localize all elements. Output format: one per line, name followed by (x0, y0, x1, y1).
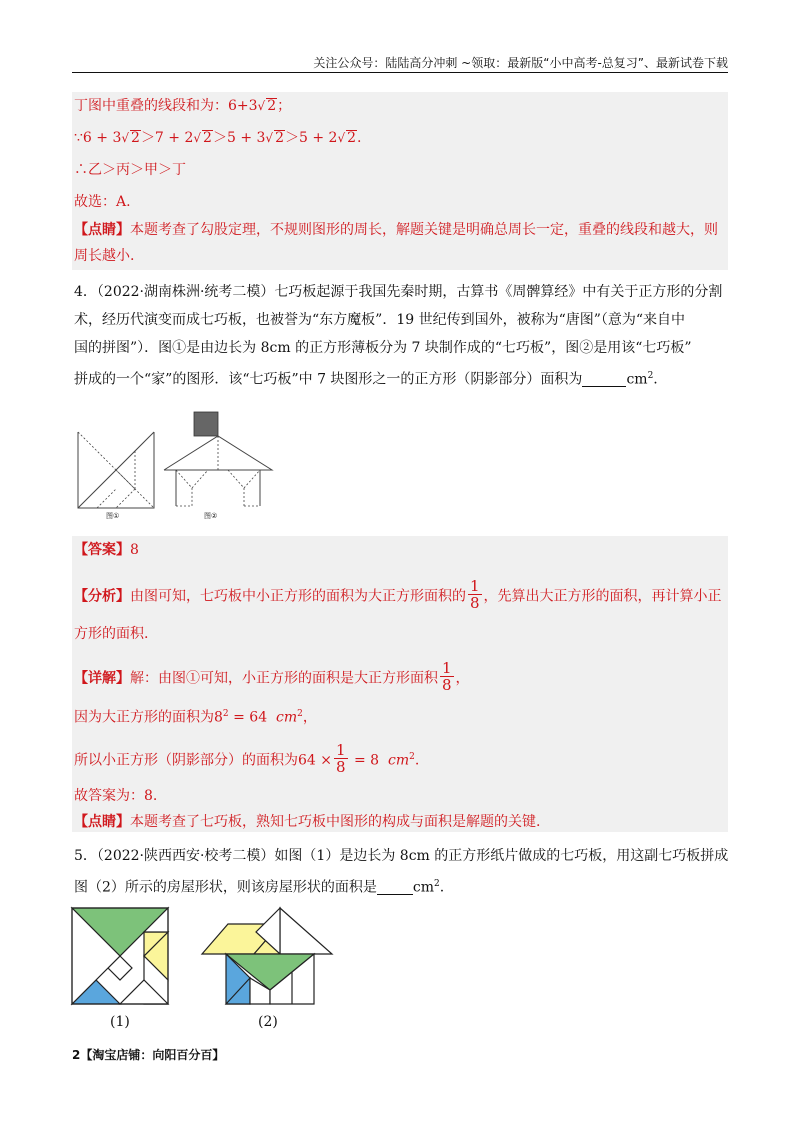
detail-line (74, 659, 728, 695)
q5-text-2-main: 图（2）所示的房屋形状，则该房屋形状的面积是 (74, 879, 377, 896)
point-tag: 【点睛】 (74, 814, 130, 830)
point-text: 本题考查了勾股定理，不规则图形的周长，解题关键是明确总周长一定，重叠的线段和越大，则 (130, 222, 718, 238)
detail-text: 解：由图①可知，小正方形的面积是大正方形面积 (130, 670, 438, 687)
overlap-sum-end: ； (277, 98, 292, 114)
frac-num: 1 (336, 741, 346, 759)
fraction-one-eighth (468, 578, 482, 611)
analysis-tag: 【分析】 (74, 588, 130, 605)
fig1-caption: 图① (106, 512, 120, 520)
analysis-line-2: 方形的面积. (74, 626, 149, 642)
q4-text-2: 术，经历代演变而成七巧板，也被誉为“东方魔板”．19 世纪传到国外，被称为“唐图”（意为“来自中 (74, 312, 686, 328)
overlap-sum-text: 丁图中重叠的线段和为：6+3 (74, 98, 258, 114)
point-tag: 【点睛】 (74, 222, 130, 238)
q5-text-2 (74, 874, 728, 898)
math-part: 64 × (298, 752, 332, 769)
q4-text-1: 4．（2022·湖南株洲·统考二模）七巧板起源于我国先秦时期，古算书《周髀算经》中有关于正方形的分割 (74, 284, 723, 300)
radicand: 2 (267, 98, 277, 114)
answer-value: 8 (130, 542, 139, 558)
unit: cm (626, 371, 648, 388)
analysis-text: 由图可知，七巧板中小正方形的面积为大正方形面积的 (130, 588, 466, 605)
detail-line-3 (74, 741, 728, 777)
choice-line: 故选：A. (74, 194, 131, 210)
ineq-part: ＞5 + 2 (285, 130, 338, 146)
ineq-part: ＞5 + 3 (212, 130, 266, 146)
tangram-figure-1 (76, 428, 160, 524)
radicand: 2 (203, 130, 212, 146)
math-part: = 8 (349, 752, 388, 769)
point-line-prev (74, 220, 728, 240)
q5-text-1: 5．（2022·陕西西安·校考二模）如图（1）是边长为 8cm 的正方形纸片做成的七巧板，用这副七巧板拼成 (74, 848, 729, 864)
unit-exp: 2 (647, 371, 654, 381)
frac-num: 1 (470, 577, 480, 595)
header-rule (72, 72, 728, 73)
analysis-line (74, 577, 728, 613)
answer-blank (582, 372, 626, 387)
final-answer-line: 故答案为：8. (74, 788, 158, 804)
unit-exp: 2 (434, 879, 440, 889)
unit: cm (412, 879, 435, 896)
ineq-end: . (357, 130, 362, 146)
tangram-house-figure (198, 906, 342, 1032)
fig-caption-1: (1) (110, 1014, 130, 1030)
point-text: 本题考查了七巧板，熟知七巧板中图形的构成与面积是解题的关键. (130, 814, 541, 830)
radicand: 2 (275, 130, 284, 146)
frac-num: 1 (442, 659, 452, 677)
frac-den: 8 (336, 758, 346, 776)
answer-tag: 【答案】 (74, 542, 130, 558)
ineq-part: ＞7 + 2 (140, 130, 194, 146)
page-header: 关注公众号：陆陆高分冲刺 ~领取：最新版“小中高考-总复习”、最新试卷下载 (313, 56, 728, 70)
inequality-line: ∵6 + 3√ 2＞7 + 2√ 2＞5 + 3√ 2＞5 + 2√ 2. (74, 130, 362, 146)
point-line-q4 (74, 812, 728, 832)
frac-den: 8 (470, 594, 480, 612)
detail-line-2 (74, 704, 728, 728)
detail-3-end: . (414, 752, 420, 769)
analysis-text-end: ，先算出大正方形的面积，再计算小正 (483, 588, 722, 605)
frac-den: 8 (442, 676, 452, 694)
fraction-one-eighth (440, 660, 454, 693)
detail-2-text: 因为大正方形的面积为 (74, 709, 214, 726)
detail-tag: 【详解】 (74, 670, 130, 687)
ineq-part: ∵6 + 3 (74, 130, 122, 146)
unit-exp: 2 (409, 751, 415, 762)
fraction-one-eighth (334, 742, 348, 775)
tangram-square-figure (70, 906, 174, 1032)
math-base: 8 (214, 709, 223, 726)
fig2-caption: 图② (204, 512, 218, 520)
unit: cm (276, 709, 298, 726)
conclusion-line: ∴乙＞丙＞甲＞丁 (74, 162, 186, 178)
q5-text-2-end: . (439, 879, 445, 896)
answer-line (74, 540, 728, 560)
radicand: 2 (347, 130, 357, 146)
page-footer: 2【淘宝店铺：向阳百分百】 (72, 1048, 225, 1062)
detail-text-end: ， (455, 670, 470, 687)
math-exp: 2 (222, 709, 229, 719)
q4-text-3: 国的拼图”）．图①是由边长为 8cm 的正方形薄板分为 7 块制作成的“七巧板”，图②是用该“七巧板” (74, 340, 692, 356)
point-line-prev-2: 周长越小. (74, 248, 135, 264)
radicand: 2 (131, 130, 140, 146)
shaded-square (194, 412, 218, 436)
tangram-figure-2 (162, 408, 274, 524)
fig-caption-2: (2) (258, 1014, 278, 1030)
unit-exp: 2 (297, 709, 303, 719)
overlap-sum-line: 丁图中重叠的线段和为：6+3√ 2； (74, 98, 292, 114)
q4-text-4-main: 拼成的一个“家”的图形．该“七巧板”中 7 块图形之一的正方形（阴影部分）面积为 (74, 371, 583, 388)
q4-text-4-end: . (653, 371, 658, 388)
solution-shade-prev (72, 92, 728, 270)
detail-3-text: 所以小正方形（阴影部分）的面积为 (74, 752, 298, 769)
unit: cm (388, 752, 410, 769)
answer-blank (377, 880, 413, 895)
detail-2-end: ， (302, 709, 317, 726)
math-eq: = 64 (228, 709, 277, 726)
q4-text-4 (74, 366, 728, 390)
